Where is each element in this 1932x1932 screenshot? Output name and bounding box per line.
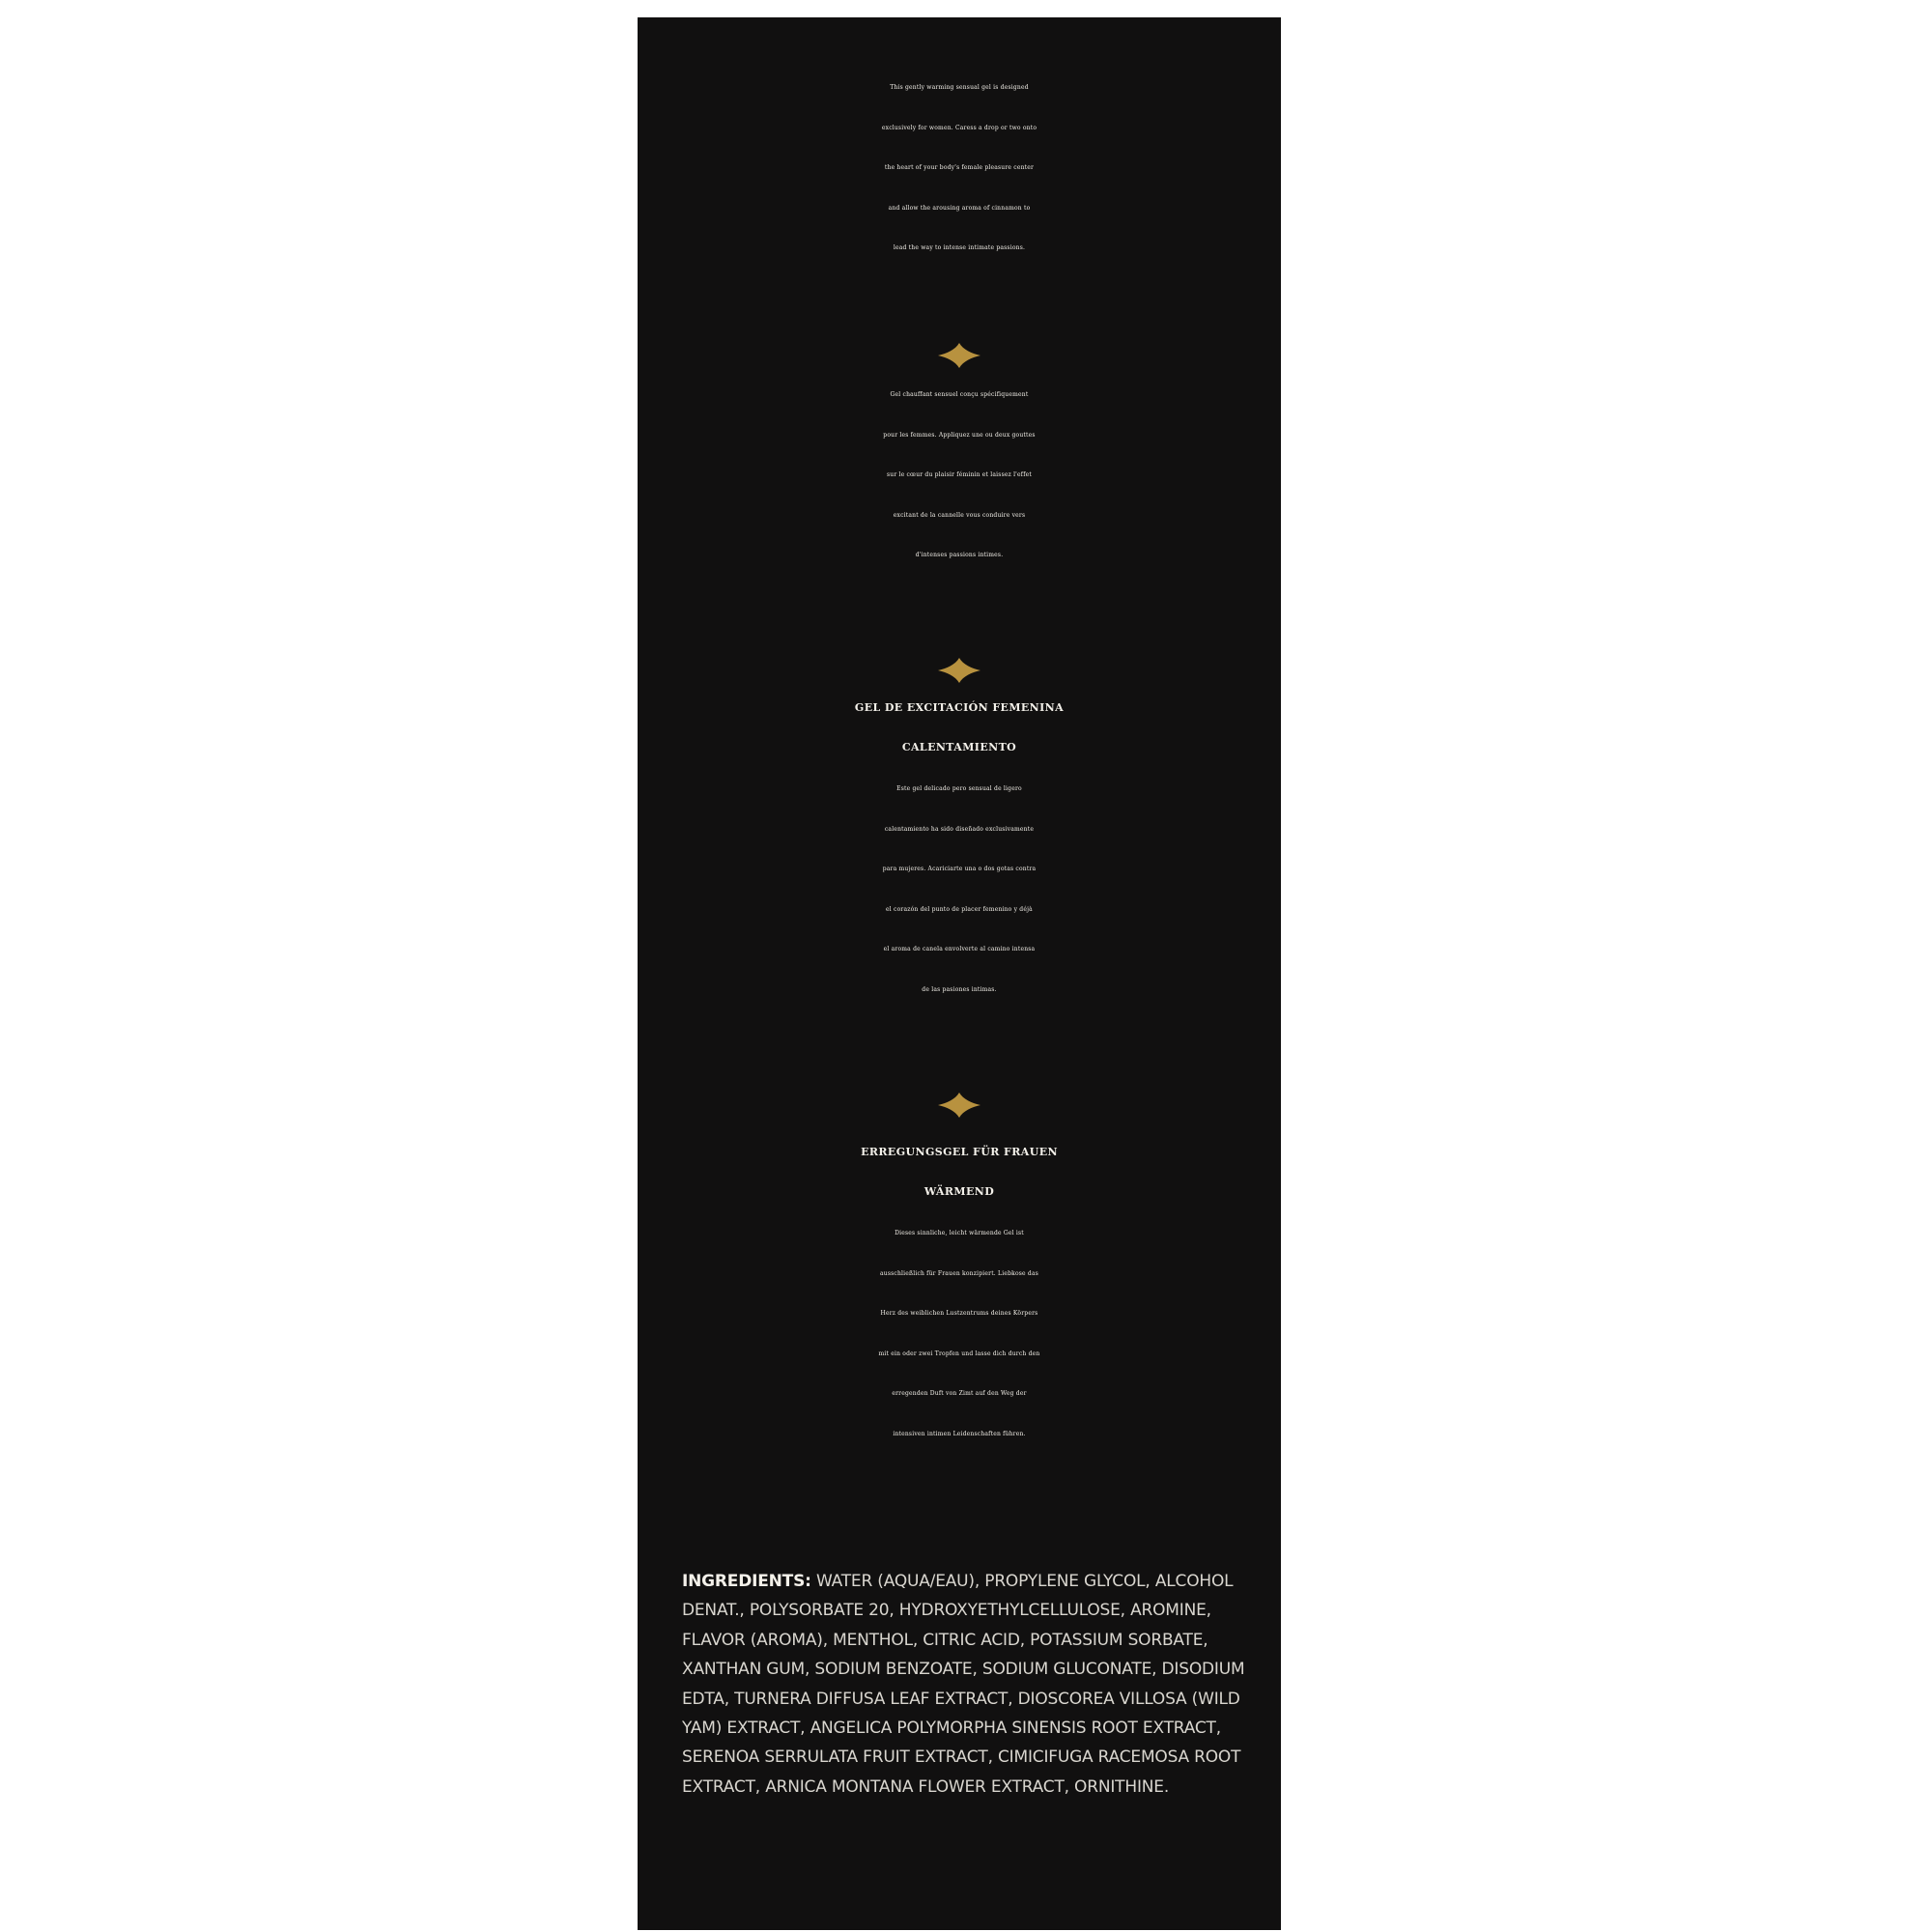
english-line: and allow the arousing aroma of cinnamon to <box>888 204 1031 212</box>
german-line: mit ein oder zwei Tropfen und lasse dich durch den <box>878 1350 1040 1357</box>
spanish-line: el corazón del punto de placer femenino y déjà <box>886 905 1033 913</box>
english-line: exclusively for women. Caress a drop or two onto <box>881 124 1037 131</box>
ingredients-line: EDTA, TURNERA DIFFUSA LEAF EXTRACT, DIOSCOREA VILLOSA (WILD <box>682 1689 1240 1709</box>
diamond-ornament-icon <box>937 1092 981 1119</box>
french-line: sur le cœur du plaisir féminin et laissez l'effet <box>887 471 1032 478</box>
spanish-line: para mujeres. Acariciarte una o dos gotas contra <box>882 866 1037 872</box>
spanish-heading-line: GEL DE EXCITACIÓN FEMENINA <box>854 701 1065 714</box>
ingredients-line <box>682 1567 1262 1596</box>
ingredients-line: YAM) EXTRACT, ANGELICA POLYMORPHA SINENSIS ROOT EXTRACT, <box>682 1719 1221 1739</box>
ingredients-line: SERENOA SERRULATA FRUIT EXTRACT, CIMICIFUGA RACEMOSA ROOT <box>682 1747 1241 1768</box>
german-description <box>638 1213 1281 1454</box>
product-label-panel <box>638 17 1281 1930</box>
german-line: ausschließlich für Frauen konzipiert. Liebkose das <box>879 1269 1039 1277</box>
spanish-allergy-note <box>638 1049 1281 1072</box>
diamond-ornament-icon <box>937 657 981 684</box>
spanish-line: de las pasiones intimas. <box>922 985 997 993</box>
german-line: intensiven intimen Leidenschaften führen. <box>893 1430 1026 1437</box>
english-description <box>638 68 1281 269</box>
english-line: the heart of your body's female pleasure center <box>884 164 1035 171</box>
french-line: pour les femmes. Appliquez une ou deux gouttes <box>883 431 1036 439</box>
german-line: Dieses sinnliche, leicht wärmende Gel ist <box>895 1230 1024 1236</box>
ingredients-label: INGREDIENTS: <box>682 1572 811 1591</box>
spanish-line: Este gel delicado pero sensual de ligero <box>896 785 1022 792</box>
spanish-heading-line: CALENTAMIENTO <box>901 741 1017 753</box>
french-line: Gel chauffant sensuel conçu spécifiquement <box>890 391 1029 398</box>
ingredients-line: XANTHAN GUM, SODIUM BENZOATE, SODIUM GLUCONATE, DISODIUM <box>682 1660 1245 1680</box>
ingredients-line: FLAVOR (AROMA), MENTHOL, CITRIC ACID, POTASSIUM SORBATE, <box>682 1630 1208 1650</box>
ingredients-line: EXTRACT, ARNICA MONTANA FLOWER EXTRACT, ORNITHINE. <box>682 1776 1170 1797</box>
german-heading-line: WÄRMEND <box>923 1185 995 1198</box>
french-description <box>638 375 1281 576</box>
french-line: d'intenses passions intimes. <box>915 552 1004 558</box>
german-line: Herz des weiblichen Lustzentrums deines Körpers <box>880 1310 1038 1317</box>
ingredients-first-line: WATER (AQUA/EAU), PROPYLENE GLYCOL, ALCOHOL <box>810 1572 1234 1591</box>
spanish-description <box>638 769 1281 1009</box>
spanish-line: el aroma de canela envolverte al camino intensa <box>883 946 1036 952</box>
spanish-line: calentamiento ha sido diseñado exclusivamente <box>884 825 1035 833</box>
german-allergy-note <box>638 1493 1281 1517</box>
ingredients-list <box>682 1567 1262 1802</box>
english-line: This gently warming sensual gel is designed <box>890 84 1029 91</box>
german-line: erregenden Duft von Zimt auf den Weg der <box>892 1390 1027 1397</box>
ingredients-line: DENAT., POLYSORBATE 20, HYDROXYETHYLCELLULOSE, AROMINE, <box>682 1601 1211 1621</box>
english-allergy-note <box>638 298 1281 321</box>
spanish-heading <box>638 688 1281 767</box>
german-heading <box>638 1132 1281 1211</box>
french-line: excitant de la cannelle vous conduire vers <box>893 511 1026 519</box>
german-heading-line: ERREGUNGSGEL FÜR FRAUEN <box>861 1146 1058 1158</box>
diamond-ornament-icon <box>937 342 981 369</box>
french-allergy-note <box>638 605 1281 628</box>
english-line: lead the way to intense intimate passions. <box>893 244 1026 251</box>
